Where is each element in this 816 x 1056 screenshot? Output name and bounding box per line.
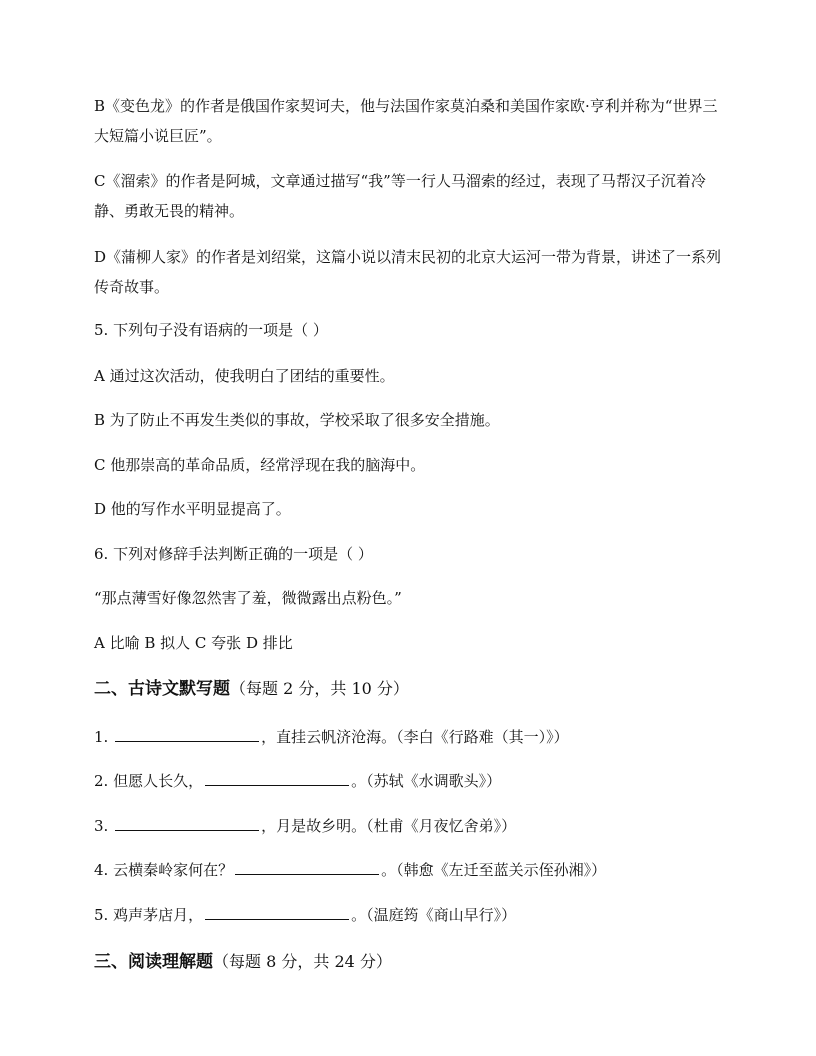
answer-blank[interactable]	[205, 769, 349, 786]
q6-stem: 6. 下列对修辞手法判断正确的一项是（ ）	[94, 545, 373, 563]
item-number: 2.	[94, 772, 114, 790]
answer-blank[interactable]	[115, 725, 259, 742]
item-text-after: 。（温庭筠《商山早行》）	[351, 906, 517, 924]
q5-option-c: C 他那崇高的革命品质，经常浮现在我的脑海中。	[94, 456, 426, 474]
item-number: 4.	[94, 861, 114, 879]
item-number: 5.	[94, 906, 114, 924]
section3-score-note: （每题 8 分，共 24 分）	[213, 952, 392, 971]
q4-option-b: B《变色龙》的作者是俄国作家契诃夫，他与法国作家莫泊桑和美国作家欧·亨利并称为“世界三大短篇小说巨匠”。	[94, 97, 718, 145]
section2-item-3	[94, 814, 516, 838]
section2-item-5	[94, 903, 516, 927]
item-text-before: 鸡声茅店月，	[113, 906, 204, 924]
item-text-after: 。（苏轼《水调歌头》）	[351, 772, 502, 790]
q4-option-c: C《溜索》的作者是阿城，文章通过描写“我”等一行人马溜索的经过，表现了马帮汉子沉着冷静、勇敢无畏的精神。	[94, 172, 706, 220]
q4-option-d: D《蒲柳人家》的作者是刘绍棠，这篇小说以清末民初的北京大运河一带为背景，讲述了一系列传奇故事。	[94, 248, 722, 296]
section2-heading	[94, 676, 409, 702]
q5-option-d: D 他的写作水平明显提高了。	[94, 500, 291, 518]
item-text-before: 云横秦岭家何在？	[113, 861, 234, 879]
item-text-after: 。（韩愈《左迁至蓝关示侄孙湘》）	[381, 861, 607, 879]
q5-stem: 5. 下列句子没有语病的一项是（ ）	[94, 321, 328, 339]
q6-options: A 比喻 B 拟人 C 夸张 D 排比	[94, 634, 293, 652]
section3-heading	[94, 949, 392, 975]
item-text-before: 但愿人长久，	[113, 772, 204, 790]
q5-option-a: A 通过这次活动，使我明白了团结的重要性。	[94, 367, 395, 385]
item-number: 3.	[94, 817, 114, 835]
answer-blank[interactable]	[235, 858, 379, 875]
section2-score-note: （每题 2 分，共 10 分）	[230, 679, 409, 698]
section2-item-1	[94, 725, 569, 749]
section2-item-2	[94, 769, 501, 793]
item-number: 1.	[94, 728, 114, 746]
section2-item-4	[94, 858, 606, 882]
section3-title: 三、阅读理解题	[94, 952, 213, 972]
section2-title: 二、古诗文默写题	[94, 679, 230, 699]
q5-option-b: B 为了防止不再发生类似的事故，学校采取了很多安全措施。	[94, 411, 500, 429]
item-text-after: ，月是故乡明。（杜甫《月夜忆舍弟》）	[261, 817, 517, 835]
answer-blank[interactable]	[205, 903, 349, 920]
answer-blank[interactable]	[115, 814, 259, 831]
q6-quote: “那点薄雪好像忽然害了羞，微微露出点粉色。”	[94, 589, 402, 607]
item-text-after: ，直挂云帆济沧海。（李白《行路难（其一）》）	[261, 728, 569, 746]
